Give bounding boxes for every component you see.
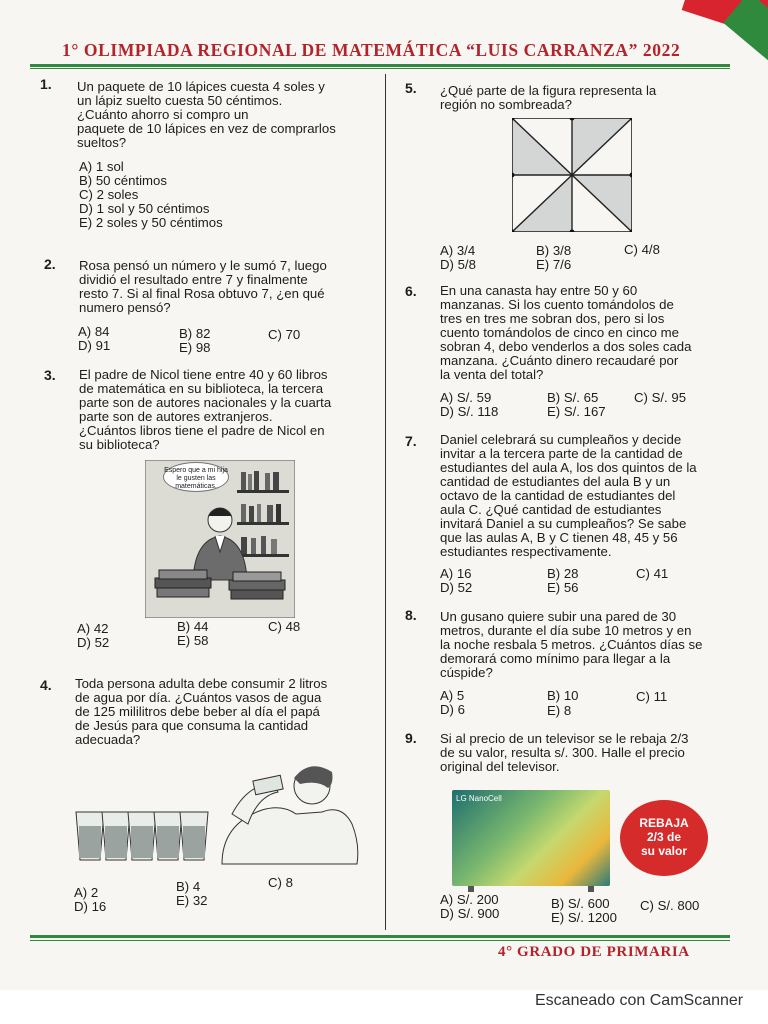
text-line: ¿Cuántos libros tiene el padre de Nicol en bbox=[79, 423, 325, 438]
option: A) 84 bbox=[78, 324, 110, 339]
question-5-number: 5. bbox=[405, 80, 417, 96]
grade-label: 4° GRADO DE PRIMARIA bbox=[498, 944, 690, 960]
option: C) 70 bbox=[268, 327, 301, 342]
question-6-text bbox=[440, 284, 708, 382]
option: A) 5 bbox=[440, 688, 465, 703]
text-line: un lápiz suelto cuesta 50 céntimos. bbox=[77, 93, 283, 108]
option: E) 2 soles y 50 céntimos bbox=[79, 215, 223, 230]
option: A) 16 bbox=[440, 566, 472, 581]
text-line: resto 7. Si al final Rosa obtuvo 7, ¿en qué bbox=[79, 286, 325, 301]
discount-badge bbox=[620, 800, 708, 876]
text-line: cúspide? bbox=[440, 665, 493, 680]
option: B) S/. 65 bbox=[547, 390, 599, 405]
text-line: invitará Daniel a su cumpleaños? Se sabe bbox=[440, 516, 687, 531]
option: D) 52 bbox=[77, 635, 110, 650]
text-line: Un gusano quiere subir una pared de 30 bbox=[440, 609, 677, 624]
option: B) 82 bbox=[179, 326, 211, 341]
text-line: cantidad de estudiantes del aula B y un bbox=[440, 474, 671, 489]
footer-rule-thin bbox=[30, 940, 730, 941]
text-line: de su valor, resulta s/. 300. Halle el precio bbox=[440, 745, 685, 760]
question-4-number: 4. bbox=[40, 677, 52, 693]
footer-rule bbox=[30, 935, 730, 938]
column-divider bbox=[385, 74, 386, 930]
option: C) 41 bbox=[636, 566, 669, 581]
question-1-text bbox=[77, 80, 357, 150]
square-figure bbox=[512, 118, 632, 232]
text-line: dividió el resultado entre 7 y finalmente bbox=[79, 272, 308, 287]
text-line: aula C. ¿Qué cantidad de estudiantes bbox=[440, 502, 662, 517]
option: B) 28 bbox=[547, 566, 579, 581]
text-line: adecuada? bbox=[75, 732, 141, 747]
option: D) 1 sol y 50 céntimos bbox=[79, 201, 210, 216]
text-line: cuento tomándolos de cinco en cinco me bbox=[440, 325, 679, 340]
tv-stand bbox=[588, 886, 594, 892]
question-9-text bbox=[440, 732, 722, 774]
header-rule bbox=[30, 64, 730, 67]
option: A) 2 bbox=[74, 885, 99, 900]
text-line: El padre de Nicol tiene entre 40 y 60 libros bbox=[79, 367, 328, 382]
television-image bbox=[452, 790, 610, 886]
tv-brand: LG NanoCell bbox=[456, 794, 502, 803]
option: B) 3/8 bbox=[536, 243, 572, 258]
text-line: invitar a la tercera parte de la cantidad de bbox=[440, 446, 683, 461]
text-line: manzanas. Si los cuento tomándolos de bbox=[440, 297, 674, 312]
option: B) 44 bbox=[177, 619, 209, 634]
text-line: parte son de autores nacionales y la cuarta bbox=[79, 395, 332, 410]
option: B) 10 bbox=[547, 688, 579, 703]
badge-line: su valor bbox=[640, 844, 688, 858]
text-line: región no sombreada? bbox=[440, 97, 572, 112]
option: B) S/. 600 bbox=[551, 896, 610, 911]
badge-line: REBAJA bbox=[639, 816, 689, 830]
question-4-text bbox=[75, 677, 359, 747]
option: A) 1 sol bbox=[79, 159, 124, 174]
option: C) 11 bbox=[636, 689, 668, 704]
text-line: original del televisor. bbox=[440, 759, 560, 774]
option: A) S/. 59 bbox=[440, 390, 492, 405]
option: A) S/. 200 bbox=[440, 892, 499, 907]
text-line: En una canasta hay entre 50 y 60 bbox=[440, 283, 638, 298]
question-6-number: 6. bbox=[405, 283, 417, 299]
option: E) 32 bbox=[176, 893, 208, 908]
option: B) 50 céntimos bbox=[79, 173, 167, 188]
question-2-text bbox=[79, 259, 357, 315]
text-line: demorará como mínimo para llegar a la bbox=[440, 651, 671, 666]
question-7-number: 7. bbox=[405, 433, 417, 449]
text-line: manzana. ¿Cuánto dinero recaudaré por bbox=[440, 353, 679, 368]
option: E) 58 bbox=[177, 633, 209, 648]
speech-bubble: Espero que a mi hija le gusten las matemáticas. bbox=[163, 462, 229, 492]
text-line: ¿Cuánto ahorro si compro un bbox=[77, 107, 249, 122]
option: E) 98 bbox=[179, 340, 211, 355]
scanner-watermark: Escaneado con CamScanner bbox=[535, 992, 744, 1009]
text-line: Toda persona adulta debe consumir 2 litros bbox=[75, 676, 328, 691]
text-line: parte son de autores extranjeros. bbox=[79, 409, 273, 424]
option: C) S/. 800 bbox=[640, 898, 700, 913]
option: D) 91 bbox=[78, 338, 111, 353]
option: E) S/. 167 bbox=[547, 404, 606, 419]
option: C) 8 bbox=[268, 875, 293, 890]
text-line: paquete de 10 lápices en vez de comprarlos bbox=[77, 121, 336, 136]
text-line: de matemática en su biblioteca, la tercera bbox=[79, 381, 324, 396]
option: D) S/. 118 bbox=[440, 404, 499, 419]
question-9-number: 9. bbox=[405, 730, 417, 746]
water-glasses-illustration bbox=[72, 754, 364, 866]
text-line: octavo de la cantidad de estudiantes del bbox=[440, 488, 676, 503]
question-8-text bbox=[440, 610, 720, 680]
option: C) 4/8 bbox=[624, 242, 660, 257]
option: A) 42 bbox=[77, 621, 109, 636]
text-line: la noche resbala 5 metros. ¿Cuántos días se bbox=[440, 637, 703, 652]
header-rule-thin bbox=[30, 68, 730, 69]
option: D) 5/8 bbox=[440, 257, 476, 272]
option: D) 6 bbox=[440, 702, 465, 717]
text-line: Si al precio de un televisor se le rebaja 2/3 bbox=[440, 731, 689, 746]
question-8-number: 8. bbox=[405, 607, 417, 623]
text-line: Daniel celebrará su cumpleaños y decide bbox=[440, 432, 682, 447]
option: D) S/. 900 bbox=[440, 906, 500, 921]
text-line: la venta del total? bbox=[440, 367, 544, 382]
text-line: numero pensó? bbox=[79, 300, 171, 315]
text-line: de 125 mililitros debe beber al día el papá bbox=[75, 704, 320, 719]
text-line: sueltos? bbox=[77, 135, 127, 150]
text-line: tres en tres me sobran dos, pero si los bbox=[440, 311, 665, 326]
text-line: ¿Qué parte de la figura representa la bbox=[440, 83, 657, 98]
option: C) 2 soles bbox=[79, 187, 139, 202]
badge-line: 2/3 de bbox=[646, 830, 682, 844]
text-line: sobran 4, debo venderlos a dos soles cada bbox=[440, 339, 692, 354]
question-3-text bbox=[79, 368, 357, 452]
option: C) 48 bbox=[268, 619, 301, 634]
text-line: estudiantes del aula A, los dos quintos de la bbox=[440, 460, 697, 475]
text-line: estudiantes respectivamente. bbox=[440, 544, 612, 559]
question-3-number: 3. bbox=[44, 367, 56, 383]
question-5-text bbox=[440, 84, 710, 112]
question-7-text bbox=[440, 433, 718, 559]
text-line: metros, durante el día sube 10 metros y en bbox=[440, 623, 692, 638]
question-2-number: 2. bbox=[44, 256, 56, 272]
question-1-number: 1. bbox=[40, 76, 52, 92]
exam-title: 1° OLIMPIADA REGIONAL DE MATEMÁTICA “LUIS CARRANZA” 2022 bbox=[62, 40, 681, 60]
text-line: Rosa pensó un número y le sumó 7, luego bbox=[79, 258, 327, 273]
option: E) 7/6 bbox=[536, 257, 572, 272]
option: B) 4 bbox=[176, 879, 201, 894]
text-line: de agua por día. ¿Cuántos vasos de agua bbox=[75, 690, 322, 705]
option: E) S/. 1200 bbox=[551, 910, 617, 925]
text-line: su biblioteca? bbox=[79, 437, 160, 452]
text-line: de Jesús para que consuma la cantidad bbox=[75, 718, 309, 733]
option: D) 16 bbox=[74, 899, 107, 914]
option: E) 56 bbox=[547, 580, 579, 595]
option: D) 52 bbox=[440, 580, 473, 595]
option: E) 8 bbox=[547, 703, 572, 718]
option: A) 3/4 bbox=[440, 243, 476, 258]
text-line: que las aulas A, B y C tienen 48, 45 y 56 bbox=[440, 530, 678, 545]
option: C) S/. 95 bbox=[634, 390, 687, 405]
text-line: Un paquete de 10 lápices cuesta 4 soles y bbox=[77, 79, 325, 94]
